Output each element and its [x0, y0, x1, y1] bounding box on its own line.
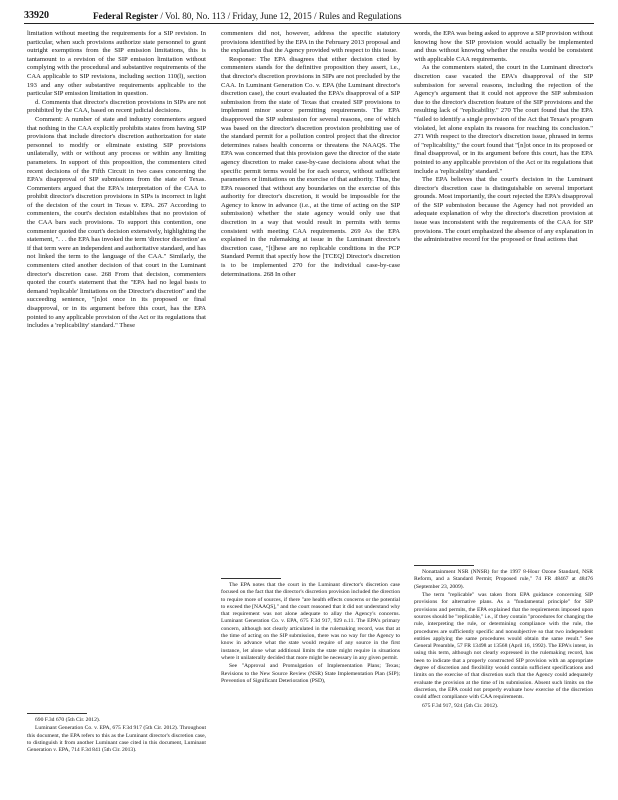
paragraph: commenters did not, however, address the specific statutory provisions identified by the EPA in the February 2013 proposal and the explanation that the Agency provided with respect to this issue. — [221, 30, 400, 55]
footnote: Nonattainment NSR (NNSR) for the 1997 8-Hour Ozone Standard, NSR Reform, and a Standard Permit; Proposed rule," 74 FR 48467 at 48476 (September 23, 2009). — [414, 569, 593, 590]
footnotes-column-2 — [221, 582, 400, 687]
footnotes-column-3 — [414, 569, 593, 711]
page-number: 33920 — [24, 10, 49, 21]
paragraph: Response: The EPA disagrees that either decision cited by commenters stands for the definitive proposition they assert, i.e., that director's discretion provisions in SIPs are not precluded by the CAA. In Luminant Generation Co. v. EPA (the Luminant director's discretion case), the court evaluated the EPA's disapproval of a SIP submission from the state of Texas that created SIP provisions to implement minor source permitting requirements. The EPA disapproved the SIP submission for several reasons, one of which was based on the director's discretion provision prohibiting use of the standard permit for a pollution control project that the director determines raises health concerns or threatens the NAAQS. The EPA was concerned that this provision gave the director of the state agency discretion to make case-by-case decisions about what the specific permit terms would be for each source, without sufficient parameters or limitations on the exercise of that authority. Thus, the EPA reasoned that without any boundaries on the exercise of this authority for director's discretion, it would be impossible for the Agency to know in advance (i.e., at the time of acting on the SIP submission) whether the state agency would only use that discretion in a way that would result in permits with terms consistent with meeting CAA requirements. 269 As the EPA explained in the rulemaking at issue in the Luminant director's discretion case, "[t]hese are no replicable conditions in the PCP Standard Permit that specify how the [TCEQ] Director's discretion is to be implemented 270 for the individual case-by-case determinations. 268 In other — [221, 55, 400, 278]
paragraph: limitation without meeting the requirements for a SIP revision. In particular, when such provisions authorize state personnel to grant outright exemptions from the SIP emission limitations, this is tantamount to a revision of the SIP emission limitation without complying with the procedural and substantive requirements of the CAA applicable to SIP revisions, including section 110(l), section 193 and any other substantive requirements applicable to the particular SIP emission limitation in question. — [27, 30, 206, 98]
issue-details: / Vol. 80, No. 113 / Friday, June 12, 2015 / Rules and Regulations — [160, 11, 402, 21]
paragraph: words, the EPA was being asked to approve a SIP provision without knowing how the SIP provision would actually be implemented and thus without knowing whether the results would be consistent with applicable CAA requirements. — [414, 30, 593, 63]
section-heading: d. Comments that director's discretion provisions in SIPs are not prohibited by the CAA, based on recent judicial decisions. — [27, 98, 206, 115]
footnote: See "Approval and Promulgation of Implementation Plans; Texas; Revisions to the New Source Review (NSR) State Implementation Plan (SIP); Prevention of Significant Deterioration (PSD), — [221, 663, 400, 685]
footnote: The EPA notes that the court in the Luminant director's discretion case focused on the fact that the director's discretion provision included the direction to require more of sources, if there "are health effects concerns or the potential to exceed the [NAAQS]," and the court reasoned that it did not understand why that requirement was not alone adequate to allay the Agency's concerns. Luminant Generation Co. v. EPA, 675 F.3d 917, 929 n.11. The EPA's primary concern, although not clearly articulated in the rulemaking record, was that at the time of acting on the SIP submission, there was no way for the Agency to know in advance what the state would require of any source in the first instance, let alone what additional limits the state might require in situations where it unilaterally decided that more might be necessary in any given permit. — [221, 582, 400, 661]
footnote: Luminant Generation Co. v. EPA, 675 F.3d 917 (5th Cir. 2012). Throughout this document, the EPA refers to this as the Luminant director's discretion case, to distinguish it from another Luminant case cited in this document, Luminant Generation v. EPA, 714 F.3d 841 (5th Cir. 2013). — [27, 725, 206, 754]
footnotes-column-1 — [27, 717, 206, 756]
column-2 — [221, 30, 400, 279]
paragraph: As the commenters stated, the court in the Luminant director's discretion case vacated the EPA's disapproval of the SIP submission for several reasons, including the rejection of the Agency's argument that it could not approve the SIP submission due to the director's discretion feature of the SIP provisions and the resulting lack of "replicability." 270 The court found that the EPA "failed to identify a single provision of the Act that Texas's program violated, let alone explain its reasons for reaching its conclusion." 271 With respect to the director's discretion issue, phrased in terms of "replicability," the court found that "[n]ot once in its proposed or final disapproval, or in its argument before this court, has the EPA pointed to any applicable provision of the Act or its regulations that include a 'replicability' standard." — [414, 64, 593, 175]
paragraph: Comment: A number of state and industry commenters argued that nothing in the CAA explicitly prohibits states from having SIP provisions that include director's discretion authorization for state personnel to modify or eliminate existing SIP provisions unilaterally, with or without any process or within any limiting parameters. In support of this proposition, the commenters cited recent decisions of the Fifth Circuit in two cases concerning the EPA's disapproval of SIP submissions from the state of Texas. Commenters argued that the EPA's interpretation of the CAA to prohibit director's discretion provisions in SIPs is incorrect in light of the decision of the court in Texas v. EPA. 267 According to commenters, the court's decision establishes that no provision of the CAA bars such provisions. To support this contention, one commenter quoted the court's decision extensively, highlighting the statement, ". . . the EPA has invoked the term 'director discretion' as if that term were an independent and authoritative standard, and has not linked the term to the language of the CAA." Similarly, the commenters cited another decision of that court in the Luminant director's discretion case. 268 From that decision, commenters quoted the court's statement that the "EPA had no legal basis to demand 'replicable' limitations on the Director's discretion" and the succeeding sentence, "[n]ot once in its proposed or final disapproval, or in its argument before this court, has the EPA pointed to any applicable provision of the Act or its regulations that includes a 'replicability' standard." These — [27, 115, 206, 330]
footnote: The term "replicable" was taken from EPA guidance concerning SIP provisions for alternative plans. As a "fundamental principle" for SIP provisions and permits, the EPA explained that the requirements imposed upon sources should be "replicable," i.e., if they contain "procedures for changing the rule, interpreting the rule, or determining compliance with the rule, the procedures are sufficiently specific and nonsubjective so that two independent entities applying the same procedures would obtain the same result." See General Preamble, 57 FR 13498 at 13568 (April 16, 1992). The EPA's intent, in using this term, although not clearly expressed in the rulemaking record, has been to indicate that a properly constructed SIP provision with an appropriate degree of discretion and flexibility would contain sufficient specifications and limits on the exercise of that discretion such that the Agency could adequately evaluate the provision at the time of its submission. Absent such limits on the discretion, the EPA could not properly evaluate how exercise of the discretion could affect compliance with CAA requirements. — [414, 592, 593, 701]
journal-name: Federal Register — [93, 11, 159, 21]
column-3 — [414, 30, 593, 245]
running-head — [93, 9, 402, 23]
paragraph: The EPA believes that the court's decision in the Luminant director's discretion case is distinguishable on several important grounds. Most importantly, the court rejected the EPA's disapproval of the SIP submission because the Agency had not provided an adequate explanation of why the director's discretion provision at issue was inconsistent with the requirements of the CAA for SIP provisions. The court emphasized the absence of any explanation in the administrative record for the proposed or final actions that — [414, 176, 593, 244]
footnote-rule — [221, 578, 281, 579]
footnote: 675 F.3d 917, 924 (5th Cir. 2012). — [422, 702, 499, 709]
footnote: 690 F.3d 670 (5th Cir. 2012). — [35, 717, 101, 723]
column-1 — [27, 30, 206, 331]
page-header — [24, 9, 594, 24]
footnote-rule — [27, 713, 87, 714]
footnote-rule — [414, 565, 474, 566]
